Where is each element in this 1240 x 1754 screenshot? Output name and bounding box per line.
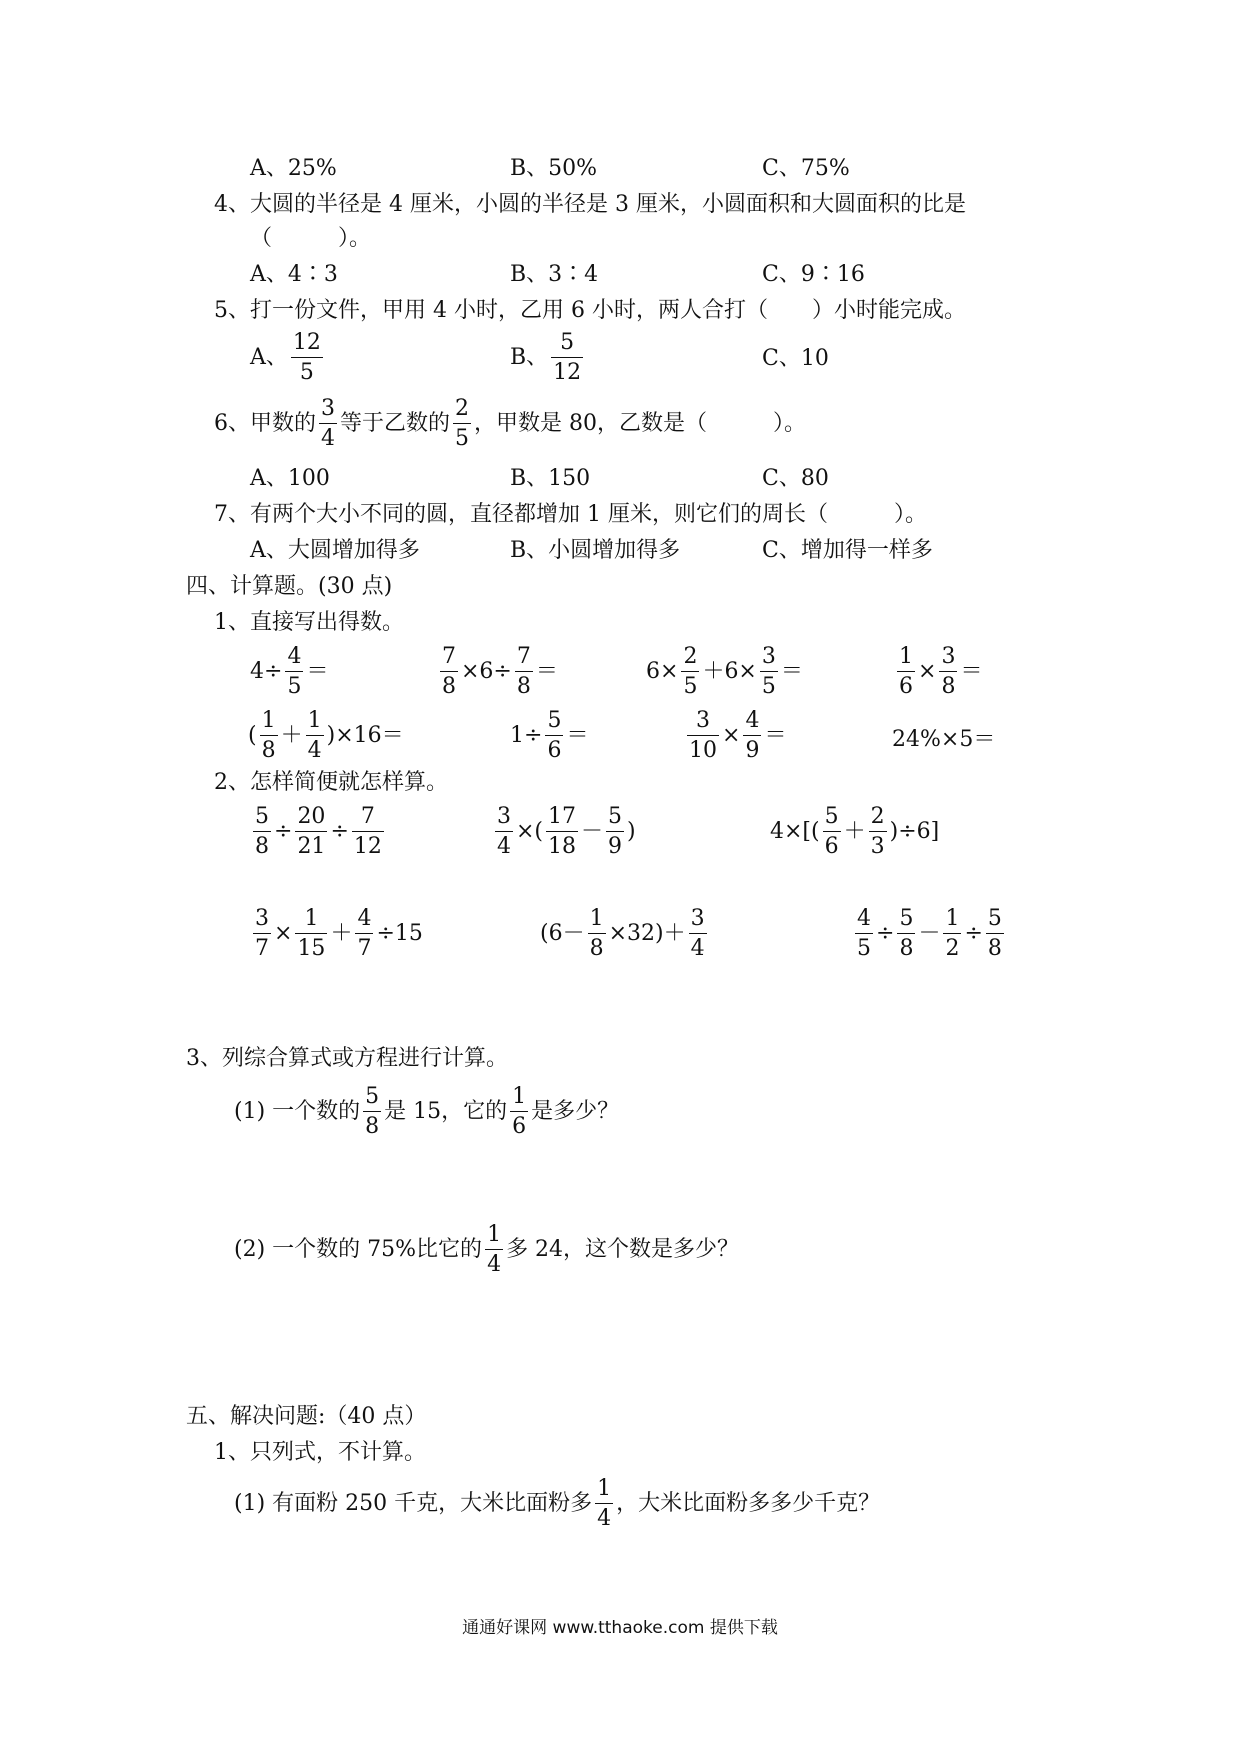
- word-problem-1-c: 是多少？: [531, 1098, 620, 1124]
- numerator: 2: [453, 396, 471, 424]
- calc-2-3: 4×[( $\frac{5}{6}$ ＋ $\frac{2}{3}$ )÷6]: [770, 804, 940, 860]
- calc-2-5: (6－ $\frac{1}{8}$ ×32)＋ $\frac{3}{4}$: [540, 906, 705, 962]
- q4-option-a: A、4∶3: [250, 262, 338, 287]
- fraction: [319, 396, 337, 452]
- q5-option-a-prefix: A、: [250, 344, 288, 370]
- denominator: 4: [321, 426, 335, 452]
- word-problem-1-b: 是 15，它的: [384, 1098, 508, 1124]
- q3-option-a: A、25%: [250, 156, 337, 181]
- denominator: 5: [455, 426, 470, 452]
- word-problem-2-b: 多 24，这个数是多少？: [506, 1236, 740, 1262]
- calc-1-2: $\frac{7}{8}$ ×6÷ $\frac{7}{8}$ ＝: [442, 644, 558, 700]
- calc-1-7: $\frac{3}{10}$ × $\frac{4}{9}$ ＝: [689, 708, 787, 764]
- q6-option-b: B、150: [510, 466, 591, 491]
- q6-part3: ，甲数是 80，乙数是（ ）。: [474, 410, 807, 436]
- fraction: [453, 396, 471, 452]
- q3-option-b: B、50%: [510, 156, 598, 181]
- fraction: [363, 1084, 381, 1140]
- denominator: 12: [553, 360, 582, 386]
- numerator: 12: [291, 330, 323, 358]
- q6-text: [214, 396, 806, 452]
- word-problem-1-a: (1) 一个数的: [234, 1098, 361, 1124]
- q5-option-c: C、10: [762, 346, 829, 371]
- section4-sub3: 3、列综合算式或方程进行计算。: [186, 1046, 508, 1071]
- q6-option-a: A、100: [250, 466, 330, 491]
- fraction: [595, 1476, 613, 1532]
- q4-text: 4、大圆的半径是 4 厘米，小圆的半径是 3 厘米，小圆面积和大圆面积的比是: [214, 192, 966, 217]
- denominator: 8: [365, 1114, 380, 1140]
- fraction: [291, 330, 323, 386]
- q6-part2: 等于乙数的: [340, 410, 451, 436]
- q7-option-a: A、大圆增加得多: [250, 538, 420, 563]
- denominator: 4: [597, 1506, 612, 1532]
- numerator: 3: [319, 396, 337, 424]
- q4-option-b: B、3∶4: [510, 262, 599, 287]
- calc-1-8: 24%×5＝: [892, 727, 996, 752]
- denominator: 6: [512, 1114, 527, 1140]
- calc-1-4: $\frac{1}{6}$ × $\frac{3}{8}$ ＝: [899, 644, 983, 700]
- calc-2-2: $\frac{3}{4}$ ×( $\frac{17}{18}$ － $\frac{5}{9}$ ): [497, 804, 636, 860]
- calc-2-1: $\frac{5}{8}$ ÷ $\frac{20}{21}$ ÷ $\frac{7}{12}$: [255, 804, 382, 860]
- numerator: 5: [551, 330, 583, 358]
- word-problem-2-a: (2) 一个数的 75%比它的: [234, 1236, 483, 1262]
- fraction: [510, 1084, 528, 1140]
- numerator: 1: [595, 1476, 613, 1504]
- word-problem-1: [234, 1084, 619, 1140]
- calc-1-1: 4÷ $\frac{4}{5}$ ＝: [250, 644, 329, 700]
- calc-2-6: $\frac{4}{5}$ ÷ $\frac{5}{8}$ － $\frac{1}{2}$ ÷ $\frac{5}{8}$: [857, 906, 1002, 962]
- calc-2-4: $\frac{3}{7}$ × $\frac{1}{15}$ ＋ $\frac{4}{7}$ ÷15: [255, 906, 423, 962]
- solve-problem-1: [234, 1476, 880, 1532]
- section4-sub1: 1、直接写出得数。: [214, 610, 404, 635]
- numerator: 5: [363, 1084, 381, 1112]
- q4-option-c: C、9∶16: [762, 262, 865, 287]
- section5-heading: 五、解决问题:（40 点）: [186, 1404, 427, 1429]
- numerator: 1: [510, 1084, 528, 1112]
- page-footer: 通通好课网 www.tthaoke.com 提供下载: [462, 1618, 778, 1638]
- solve-problem-1-a: (1) 有面粉 250 千克，大米比面粉多: [234, 1490, 593, 1516]
- q6-part1: 6、甲数的: [214, 410, 316, 436]
- q4-continued: （ ）。: [250, 226, 372, 251]
- q5-option-b: [510, 330, 586, 386]
- section4-sub2: 2、怎样简便就怎样算。: [214, 770, 448, 795]
- q5-option-a: [250, 330, 326, 386]
- q6-option-c: C、80: [762, 466, 829, 491]
- denominator: 4: [487, 1252, 502, 1278]
- numerator: 1: [485, 1222, 503, 1250]
- calc-1-5: ( $\frac{1}{8}$ ＋ $\frac{1}{4}$ )×16＝: [248, 708, 404, 764]
- section4-heading: 四、计算题。(30 点): [186, 574, 393, 599]
- q5-text: 5、打一份文件，甲用 4 小时，乙用 6 小时，两人合打（ ）小时能完成。: [214, 298, 966, 323]
- solve-problem-1-b: ，大米比面粉多多少千克？: [616, 1490, 881, 1516]
- q7-text: 7、有两个大小不同的圆，直径都增加 1 厘米，则它们的周长（ ）。: [214, 502, 927, 527]
- calc-1-6: 1÷ $\frac{5}{6}$ ＝: [510, 708, 589, 764]
- calc-1-3: 6× $\frac{2}{5}$ ＋6× $\frac{3}{5}$ ＝: [646, 644, 803, 700]
- denominator: 5: [299, 360, 314, 386]
- q7-option-b: B、小圆增加得多: [510, 538, 681, 563]
- fraction: [485, 1222, 503, 1278]
- section5-sub1: 1、只列式，不计算。: [214, 1440, 426, 1465]
- q3-option-c: C、75%: [762, 156, 850, 181]
- q7-option-c: C、增加得一样多: [762, 538, 933, 563]
- q5-option-b-prefix: B、: [510, 344, 549, 370]
- word-problem-2: [234, 1222, 739, 1278]
- fraction: [551, 330, 583, 386]
